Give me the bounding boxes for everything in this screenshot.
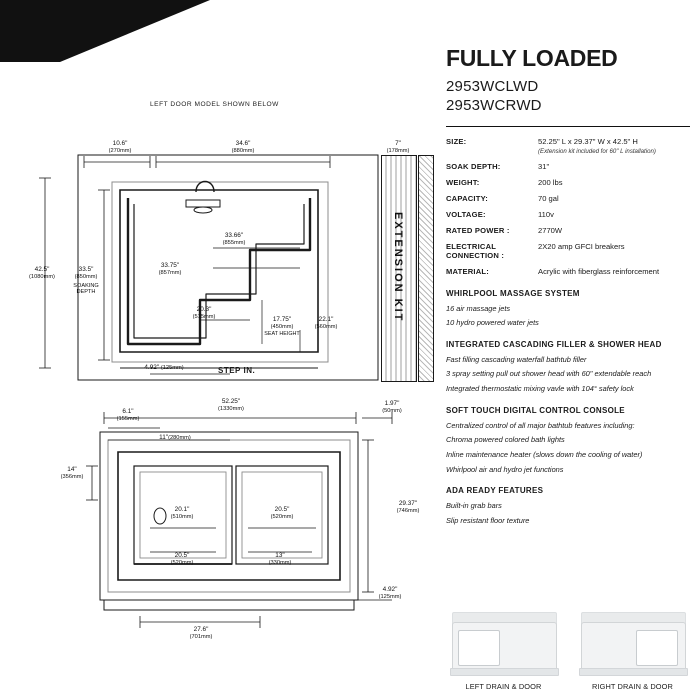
spec-row xyxy=(446,242,690,261)
spec-row xyxy=(446,267,690,276)
feature-section xyxy=(446,406,690,475)
spec-key: WEIGHT: xyxy=(446,177,480,187)
dim-top-9: 13" (330mm) xyxy=(268,552,292,567)
product-card-right-drain xyxy=(575,608,690,691)
spec-subnote: (Extension kit included for 60" L installation) xyxy=(538,147,656,155)
feature-item: 3 spray setting pull out shower head with 60" extendable reach xyxy=(446,369,652,379)
divider xyxy=(446,126,690,127)
spec-row xyxy=(446,210,690,219)
spec-value: 70 gal xyxy=(538,193,559,203)
spec-row xyxy=(446,226,690,235)
model-number-1: 2953WCLWD xyxy=(446,78,539,96)
tub-base xyxy=(450,668,559,676)
feature-item: 10 hydro powered water jets xyxy=(446,318,539,328)
dim-top-1: 52.25" (1330mm) xyxy=(218,398,244,413)
feature-item: Whirlpool air and hydro jet functions xyxy=(446,464,564,474)
dim-top-3: 11"(280mm) xyxy=(159,434,191,441)
tub-base xyxy=(579,668,688,676)
spec-value: 31" xyxy=(538,161,550,171)
dim-side-6: 33.66" (855mm) xyxy=(222,232,246,247)
dim-top-11: 4.92" (125mm) xyxy=(378,586,402,601)
spec-key: RATED POWER : xyxy=(446,225,510,235)
dim-side-9: 17.75" (450mm) SEAT HEIGHT xyxy=(264,316,300,337)
product-photo-row xyxy=(446,608,690,691)
feature-section xyxy=(446,486,690,525)
tub-door xyxy=(458,630,500,666)
feature-item: Integrated thermostatic mixing vavle with 104° safety lock xyxy=(446,384,634,394)
dim-top-5: 14" (356mm) xyxy=(60,466,84,481)
dim-side-1: 10.6" (270mm) xyxy=(108,140,132,155)
section-heading: WHIRLPOOL MASSAGE SYSTEM xyxy=(446,288,580,298)
spec-key: CAPACITY: xyxy=(446,193,489,203)
dim-top-4: 1.97" (50mm) xyxy=(382,400,402,415)
tub-door xyxy=(636,630,678,666)
spec-row xyxy=(446,137,690,155)
product-card-left-drain xyxy=(446,608,561,691)
spec-row xyxy=(446,194,690,203)
section-heading: INTEGRATED CASCADING FILLER & SHOWER HEAD xyxy=(446,339,662,349)
step-in-label: STEP IN. xyxy=(218,366,256,375)
dim-top-12: 27.6" (701mm) xyxy=(189,626,213,641)
feature-item: Centralized control of all major bathtub features including: xyxy=(446,420,635,430)
spec-key: SIZE: xyxy=(446,137,467,147)
dim-top-8: 20.5" (520mm) xyxy=(170,552,194,567)
dim-side-3: 7" (178mm) xyxy=(386,140,410,155)
spec-value: 2X20 amp GFCI breakers xyxy=(538,241,625,251)
feature-item: Slip resistant floor texture xyxy=(446,515,530,525)
spec-value: 200 lbs xyxy=(538,177,563,187)
spec-value: 52.25" L x 29.37" W x 42.5" H (Extension kit included for 60" L installation) xyxy=(538,137,690,155)
dim-side-5: 33.5" (850mm) SOAKING DEPTH xyxy=(73,266,99,296)
product-caption: LEFT DRAIN & DOOR xyxy=(465,682,542,691)
dim-side-11: 4.92" (125mm) xyxy=(144,364,184,371)
dim-side-4: 42.5" (1080mm) xyxy=(29,266,55,281)
dim-side-2: 34.6" (880mm) xyxy=(231,140,255,155)
feature-item: 16 air massage jets xyxy=(446,303,511,313)
feature-item: Chroma powered colored bath lights xyxy=(446,435,565,445)
section-heading: ADA READY FEATURES xyxy=(446,486,544,496)
product-caption: RIGHT DRAIN & DOOR xyxy=(592,682,673,691)
dim-top-10: 29.37" (746mm) xyxy=(396,500,420,515)
spec-key: MATERIAL: xyxy=(446,267,489,277)
feature-section xyxy=(446,340,690,394)
feature-item: Built-in grab bars xyxy=(446,501,502,511)
spec-key: VOLTAGE: xyxy=(446,209,486,219)
spec-value: 110v xyxy=(538,209,554,219)
spec-value: 2770W xyxy=(538,225,563,235)
spec-row xyxy=(446,178,690,187)
feature-item: Inline maintenance heater (slows down the cooling of water) xyxy=(446,449,643,459)
extension-kit-label: EXTENSION KIT xyxy=(392,212,404,323)
spec-key: SOAK DEPTH: xyxy=(446,161,501,171)
spec-value: Acrylic with fiberglass reinforcement xyxy=(538,267,660,277)
dim-top-6: 20.1" (510mm) xyxy=(170,506,194,521)
dim-top-7: 20.5" (520mm) xyxy=(270,506,294,521)
specification-panel xyxy=(446,46,690,530)
dim-side-7: 33.75" (857mm) xyxy=(158,262,182,277)
dim-side-8: 20.3" (515mm) xyxy=(192,306,216,321)
feature-item: Fast filling cascading waterfall bathtub filler xyxy=(446,354,587,364)
section-heading: SOFT TOUCH DIGITAL CONTROL CONSOLE xyxy=(446,405,625,415)
drawing-note: LEFT DOOR MODEL SHOWN BELOW xyxy=(150,101,279,108)
page-title: FULLY LOADED xyxy=(446,45,618,71)
spec-key: ELECTRICAL CONNECTION : xyxy=(446,241,505,261)
tub-image-left xyxy=(446,608,561,678)
feature-section xyxy=(446,289,690,328)
dim-top-2: 6.1" (155mm) xyxy=(116,408,140,423)
spec-row xyxy=(446,162,690,171)
model-number-2: 2953WCRWD xyxy=(446,97,542,115)
dim-side-10: 22.1" (560mm) xyxy=(314,316,338,331)
tub-image-right xyxy=(575,608,690,678)
